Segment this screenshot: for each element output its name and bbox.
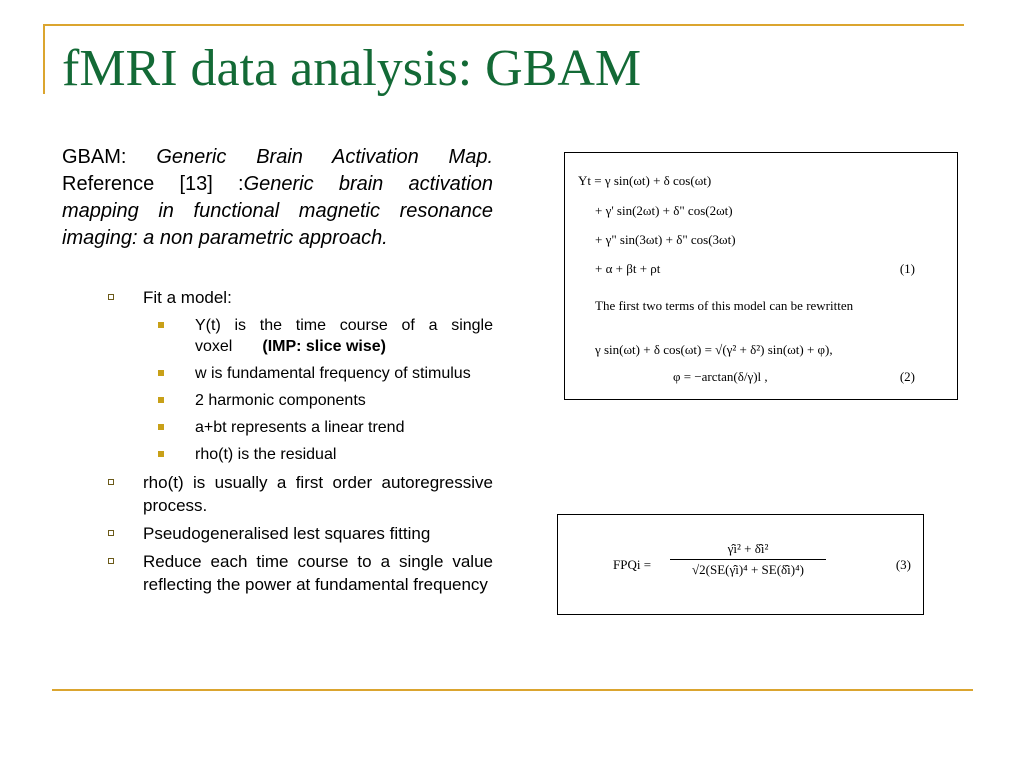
model-equation-box	[564, 152, 958, 400]
gbam-expansion: Generic Brain Activation Map.	[156, 146, 493, 168]
emphasis-text: (IMP: slice wise)	[262, 338, 386, 355]
equation-line: + α + βt + ρt	[595, 261, 661, 276]
square-bullet-icon	[158, 322, 164, 328]
bottom-rule	[52, 689, 973, 691]
intro-lead: GBAM:	[62, 146, 157, 168]
equation-line: + γ' sin(2ωt) + δ" cos(2ωt)	[595, 203, 733, 218]
equation-lhs: FPQi =	[613, 557, 652, 572]
bullet-item	[103, 286, 493, 465]
hollow-square-bullet-icon	[108, 479, 114, 485]
square-bullet-icon	[158, 397, 164, 403]
bullet-text: rho(t) is usually a first order autoregressive process.	[143, 473, 493, 515]
equation-line: Yt = γ sin(ωt) + δ cos(ωt)	[578, 173, 712, 188]
equation-line: φ = −arctan(δ/γ)l ,	[673, 369, 768, 384]
equation-fraction	[670, 541, 826, 578]
sub-bullet-list	[143, 315, 493, 465]
equation-number: (3)	[895, 557, 911, 572]
sub-bullet-item	[143, 363, 493, 384]
sub-bullet-text: Y(t) is the time course of a single voxel	[195, 317, 493, 355]
equation-line: + γ" sin(3ωt) + δ" cos(3ωt)	[595, 232, 736, 247]
equation-denominator: √2(SE(γ̂i)⁴ + SE(δ̂i)⁴)	[692, 562, 804, 577]
sub-bullet-text: rho(t) is the residual	[195, 446, 337, 463]
bullet-text: Pseudogeneralised lest squares fitting	[143, 524, 431, 543]
fpq-equation-box	[557, 514, 924, 615]
sub-bullet-item	[143, 417, 493, 438]
sub-bullet-text: a+bt represents a linear trend	[195, 419, 405, 436]
hollow-square-bullet-icon	[108, 558, 114, 564]
bullet-item	[103, 550, 493, 596]
intro-paragraph	[62, 144, 493, 252]
square-bullet-icon	[158, 370, 164, 376]
square-bullet-icon	[158, 451, 164, 457]
equation-line: γ sin(ωt) + δ cos(ωt) = √(γ² + δ²) sin(ωt) + φ),	[595, 342, 833, 357]
top-rule	[43, 24, 964, 26]
bullet-text: Reduce each time course to a single value reflecting the power at fundamental frequency	[143, 552, 493, 594]
equation-numerator: γ̂i² + δ̂i²	[727, 541, 769, 556]
sub-bullet-text: 2 harmonic components	[195, 392, 366, 409]
slide-title: fMRI data analysis: GBAM	[62, 40, 642, 97]
equation-number: (2)	[899, 369, 915, 384]
reference-text: Reference [13] :	[62, 173, 244, 195]
equation-caption: The first two terms of this model can be rewritten	[595, 298, 854, 313]
fraction-bar	[670, 559, 826, 560]
sub-bullet-item	[143, 315, 493, 357]
square-bullet-icon	[158, 424, 164, 430]
reference-title: Generic brain activation mapping in functional magnetic resonance imaging: a non parametric approach.	[62, 173, 493, 249]
bullet-item	[103, 471, 493, 517]
hollow-square-bullet-icon	[108, 294, 114, 300]
bullet-list	[103, 286, 493, 601]
hollow-square-bullet-icon	[108, 530, 114, 536]
bullet-text: Fit a model:	[143, 288, 232, 307]
left-rule	[43, 24, 45, 94]
sub-bullet-text: w is fundamental frequency of stimulus	[195, 365, 471, 382]
bullet-item	[103, 522, 493, 545]
equation-number: (1)	[899, 261, 915, 276]
sub-bullet-item	[143, 390, 493, 411]
sub-bullet-item	[143, 444, 493, 465]
